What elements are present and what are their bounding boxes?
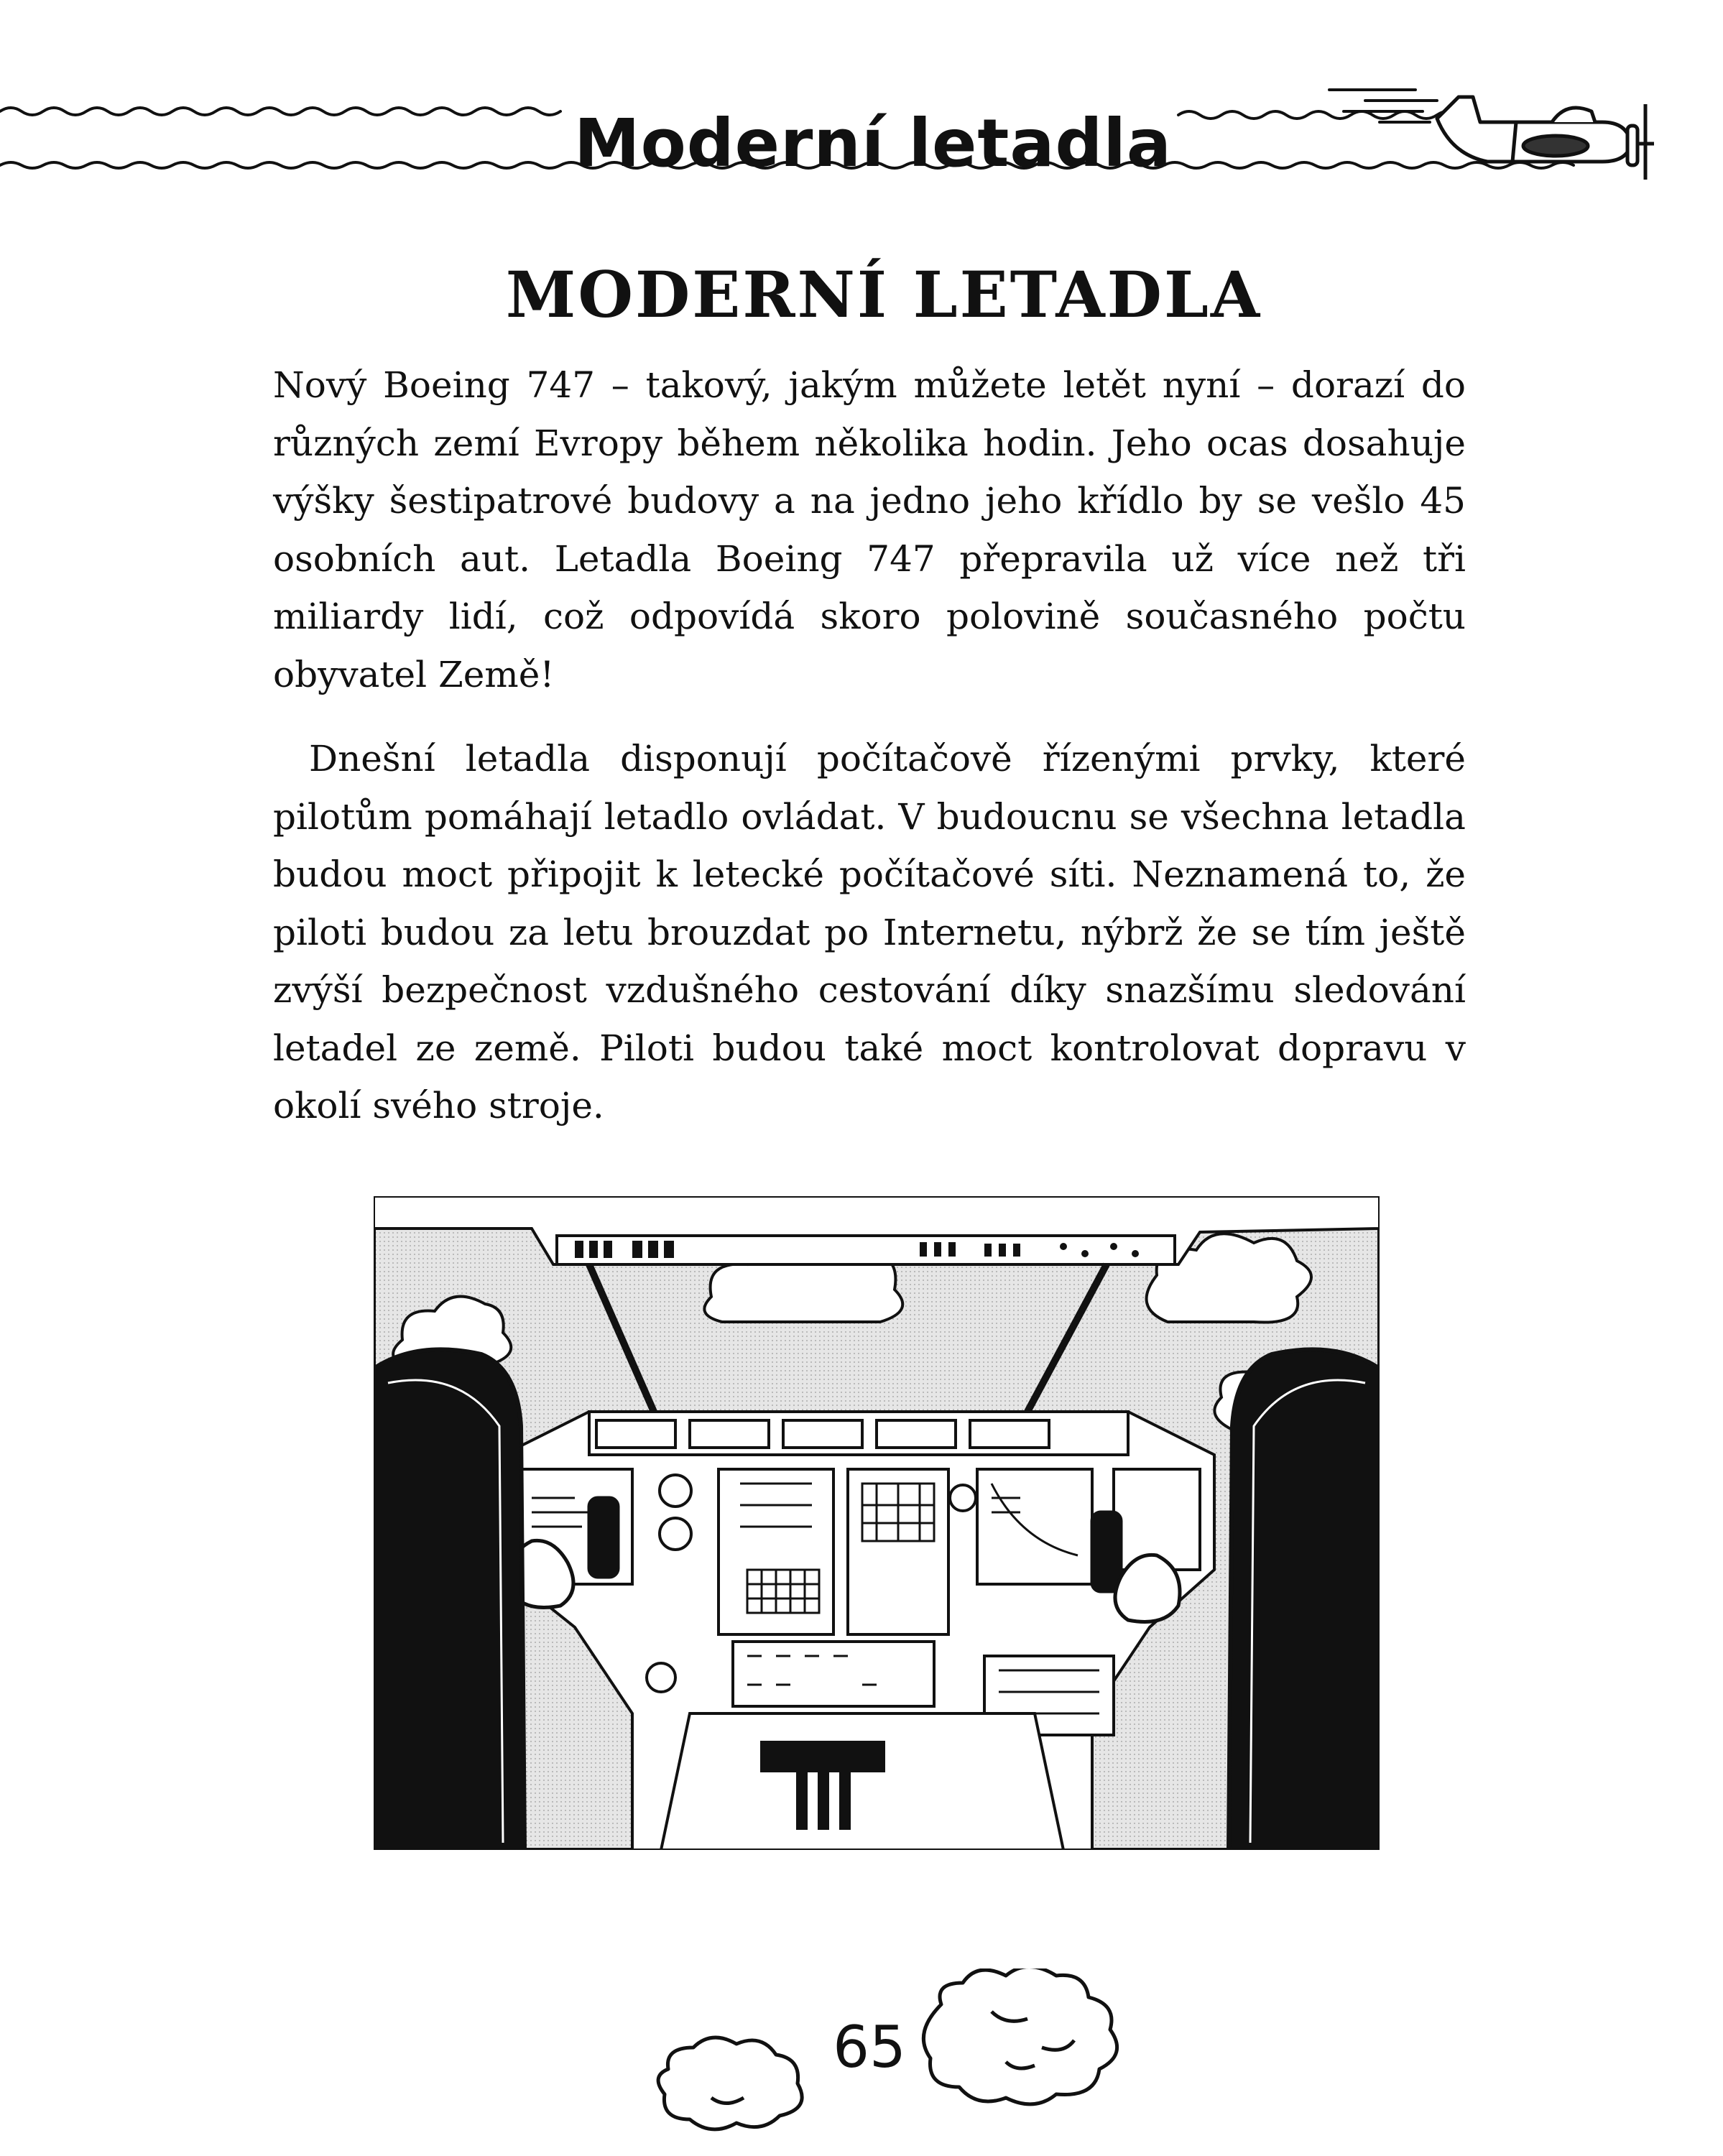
page-number: 65: [833, 2014, 906, 2081]
page-header: [0, 43, 1723, 187]
article-title: MODERNÍ LETADLA: [505, 257, 1262, 332]
paragraph-1: Nový Boeing 747 – takový, jakým můžete letět nyní – dorazí do různých zemí Evropy během několika hodin. Jeho ocas dosahuje výšky šestipatrové budovy a na jedno jeho křídlo by se vešlo 45 osobních aut. Letadla Boeing 747 přepravila už více než tři miliardy lidí, což odpovídá skoro polovině současného počtu obyvatel Země!: [273, 364, 1466, 695]
biplane-icon: [1430, 83, 1660, 183]
running-title: Moderní letadla: [574, 105, 1172, 182]
cockpit-illustration: [374, 1196, 1380, 1850]
paragraph-2: Dnešní letadla disponují počítačově řízenými prvky, které pilotům pomáhají letadlo ovládat. V budoucnu se všechna letadla budou moct připojit k letecké počítačové síti. Neznamená to, že piloti budou za letu brouzdat po Internetu, nýbrž že se tím ještě zvýší bezpečnost vzdušného cestování díky snazšímu sledování letadel ze země. Piloti budou také moct kontrolovat dopravu v okolí svého stroje.: [273, 738, 1466, 1126]
